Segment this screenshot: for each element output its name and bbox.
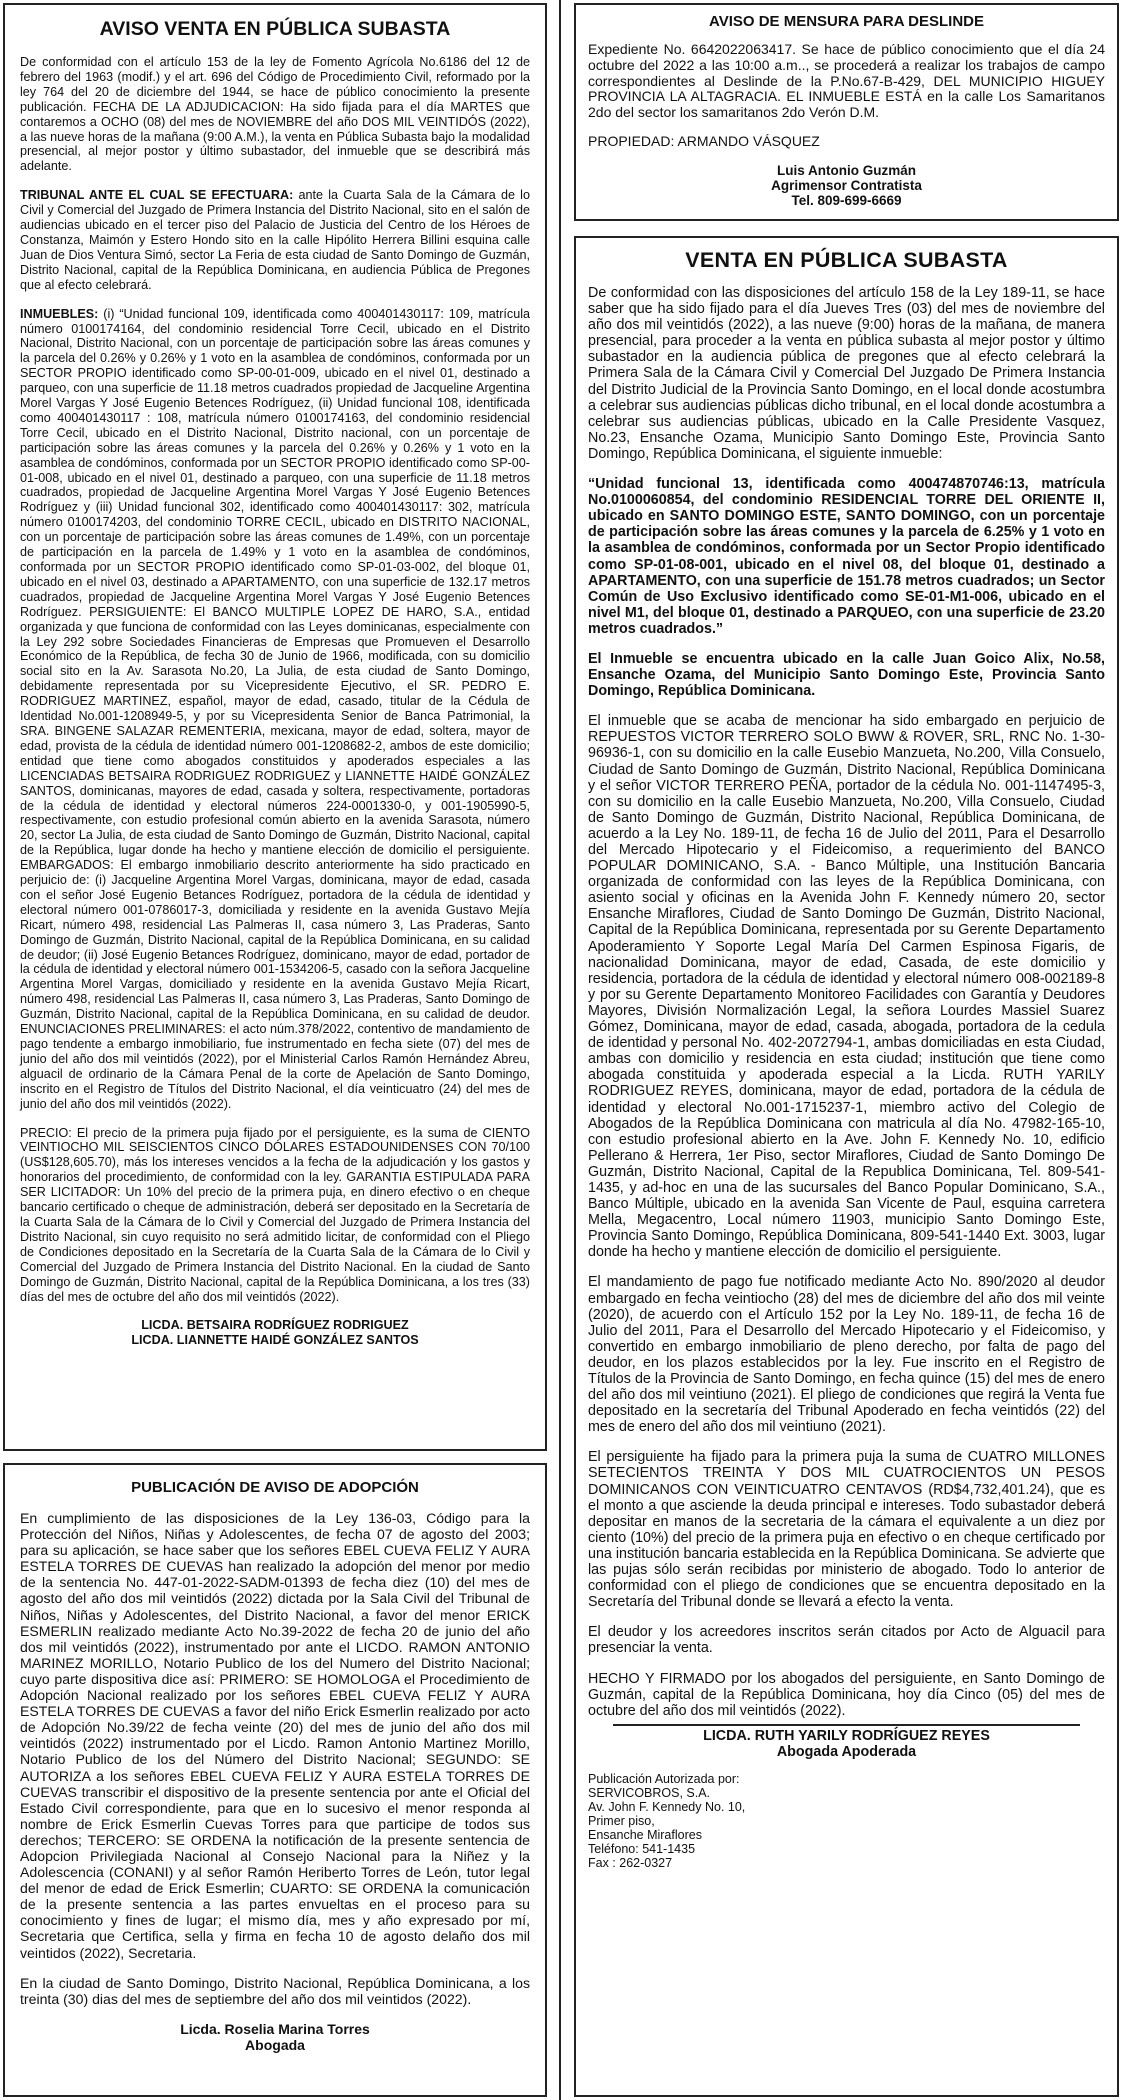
notice-paragraph: El mandamiento de pago fue notificado mediante Acto No. 890/2020 al deudor embargado en fecha veintiocho (28) del mes de diciembre del año dos mil veinte (2020), de acuerdo con el Artículo 152 por la Ley No. 189-11, de fecha 16 de Julio del 2011, Para el Desarrollo del Mercado Hipotecario y el Fideicomiso, y convertido en embargo inmobiliario de pleno derecho, por falta de pago del deudor, en los plazos establecidos por la ley. Fue inscrito en el Registro de Títulos de la Provincia de Santo Domingo, en fecha quince (15) del mes de enero del año dos mil veintiuno (2021). El pliego de condiciones que regirá la Venta fue depositado en la secretaría del Tribunal Apoderado en fecha veintidós (22) del mes de enero del año dos mil veintiuno (2021).: [588, 1274, 1105, 1436]
signature-line: LICDA. BETSAIRA RODRÍGUEZ RODRIGUEZ: [141, 1318, 409, 1333]
signature-line: LICDA. LIANNETTE HAIDÉ GONZÁLEZ SANTOS: [131, 1333, 419, 1348]
signature-name: Luis Antonio Guzmán: [777, 162, 916, 178]
notice-paragraph: De conformidad con las disposiciones del artículo 158 de la Ley 189-11, se hace saber que ha sido fijado para el día Jueves Tres (03) del mes de noviembre del año dos mil veintidós (2022), a las nueve (9:00) horas de la mañana, de manera presencial, para proceder a la venta en pública subasta al mejor postor y último subastador en la audiencia pública de pregones que al efecto celebrará la Primera Sala de la Cámara Civil y Comercial Del Juzgado De Primera Instancia del Distrito Judicial de la Provincia Santo Domingo, en el local donde acostumbra a celebrar sus audiencias públicas dicho tribunal, en el local donde acostumbra a celebrar sus audiencias públicas, ubicado en la Calle Presidente Vasquez, No.23, Ensanche Ozama, Municipio Santo Domingo Este, Provincia Santo Domingo, República Dominicana, el siguiente inmueble:: [588, 285, 1105, 462]
tribunal-text: ante la Cuarta Sala de la Cámara de lo Civil y Comercial del Juzgado de Primera Instancia del Distrito Nacional, sito en el salón de audiencias ubicado en el tercer piso del Palacio de Justicia del Centro de los Héroes de Constanza, Maimón y Estero Hondo sito en la calle Hipólito Herrera Billini esquina calle Juan de Dios Ventura Simó, sector La Feria de esta ciudad de Santo Domingo de Guzmán, Distrito Nacional, capital de la República Dominicana, en audiencia Pública de Pregones que al efecto celebrará.: [20, 188, 530, 292]
notice-paragraph: De conformidad con el artículo 153 de la ley de Fomento Agrícola No.6186 del 12 de febrero del 1963 (modif.) y el art. 696 del Código de Procedimiento Civil, reformado por la ley 764 del 20 de diciembre del 1944, se hace de público conocimiento la presente publicación. FECHA DE LA ADJUDICACION: Ha sido fijada para el día MARTES que contaremos a OCHO (08) del mes de NOVIEMBRE del año DOS MIL VEINTIDÓS (2022), a las nueve horas de la mañana (9:00 A.M.), la venta en Pública Subasta bajo la modalidad presencial, al mejor postor y último subastador, del inmueble que se describirá más adelante.: [20, 55, 530, 174]
notice-title: VENTA EN PÚBLICA SUBASTA: [685, 248, 1008, 272]
publisher-line: Fax : 262-0327: [588, 1855, 673, 1870]
signature-role: Abogada: [245, 2036, 305, 2053]
publisher-line: SERVICOBROS, S.A.: [588, 1785, 711, 1800]
signature-name: Licda. Roselia Marina Torres: [180, 2020, 370, 2037]
notice-adoption: [3, 1463, 547, 2097]
property-location: El Inmueble se encuentra ubicado en la calle Juan Goico Alix, No.58, Ensanche Ozama, del Municipio Santo Domingo Este, Provincia Santo Domingo, República Dominicana.: [588, 650, 1105, 700]
inmuebles-text: (i) “Unidad funcional 109, identificada como 400401430117: 109, matrícula número 0100174164, del condominio residencial Torre Cecil, ubicado en el Distrito Nacional, Distrito Nacional, con un porcentaje de participación sobre las áreas comunes y la parcela del 0.26% y 0.26% y 1 voto en la asamblea de condóminos, conformada por un SECTOR PROPIO identificado como SP-00-01-009, ubicado en el nivel 01, destinado a parqueo, con una superficie de 11.18 metros cuadrados propiedad de Jacqueline Argentina Morel Vargas Y José Eugenio Betences Rodríguez, (ii) Unidad funcional 108, identificada como 400401430117 : 108, matrícula número 0100174163, del condominio residencial Torre Cecil, ubicado en el Distrito Nacional, Distrito nacional, con un porcentaje de participación sobre las áreas comunes y la parcela del 0.26% y 0.26% y 1 voto en la asamblea de condóminos, conformada por un SECTOR PROPIO identificado como SP-00-01-008, ubicado en el nivel 01, destinado a parqueo, con una superficie de 11.18 metros cuadrados, propiedad de Jacqueline Argentina Morel Vargas Y José Eugenio Betences Rodríguez y (iii) Unidad funcional 302, identificado como 400401430117: 302, matrícula número 0100174203, del condominio TORRE CECIL, ubicado en DISTRITO NACIONAL, con un porcentaje de participación sobre las áreas comunes de 1.49%, con un porcentaje de participación en la parcela de 1.49% y 1 voto en la asamblea de condóminos, conformada por un SECTOR PROPIO identificado como SP-01-03-002, del bloque 01, ubicado en el nivel 03, destinado a APARTAMENTO, con una superficie de 132.17 metros cuadrados, propiedad de Jacqueline Argentina Morel Vargas Y José Eugenio Betences Rodríguez. PERSIGUIENTE: El BANCO MULTIPLE LOPEZ DE HARO, S.A., entidad organizada y que funciona de conformidad con las Leyes dominicanas, especialmente con la Ley 292 sobre Sociedades Financieras de Empresas que Promueven el Desarrollo Económico de la República, de fecha 30 de Junio de 1966, modificada, con su domicilio social sito en la Av. Sarasota No.20, La Julia, de esta ciudad de Santo Domingo, debidamente representada por su Vicepresidente Ejecutivo, el SR. PEDRO E. RODRIGUEZ MARTINEZ, español, mayor de edad, casado, titular de la Cédula de Identidad No.001-1208949-5, y por su Vicepresidenta Senior de Banca Patrimonial, la SRA. BINGENE SALAZAR REMENTERIA, mexicana, mayor de edad, soltera, mayor de edad, provista de la cédula de identidad número 001-1208682-2, ambos de este domicilio; entidad que tiene como abogados constituidos y apoderados especiales a las LICENCIADAS BETSAIRA RODRIGUEZ RODRIGUEZ y LIANNETTE HAIDÉ GONZÁLEZ SANTOS, dominicanas, mayores de edad, casada y soltera, respectivamente, portadoras de la cédula de identidad y electoral números 224-0001330-0, y 001-1905990-5, respectivamente, con estudio profesional común abierto en la avenida Sarasota, número 20, sector La Julia, de esta ciudad de Santo Domingo de Guzmán, Distrito Nacional, capital de la República, lugar donde ha hecho y mantiene elección de domicilio el persiguiente. EMBARGADOS: El embargo inmobiliario descrito anteriormente ha sido practicado en perjuicio de: (i) Jacqueline Argentina Morel Vargas, dominicana, mayor de edad, casada con el señor José Eugenio Betances Rodríguez, portadora de la cédula de identidad y electoral número 001-0786017-3, domiciliada y residente en la avenida Gustavo Mejía Ricart, número 498, residencial Las Palmeras II, casa número 3, Las Praderas, Santo Domingo de Guzmán, Distrito Nacional, capital de la República Dominicana, en su calidad de deudor; (ii) José Eugenio Betances Rodríguez, dominicano, mayor de edad, portador de la cédula de identidad y electoral número 001-1534206-5, casado con la señora Jacqueline Argentina Morel Vargas, domiciliado y residente en la avenida Gustavo Mejía Ricart, número 498, residencial Las Palmeras II, casa número 3, Las Praderas, Santo Domingo de Guzmán, Distrito Nacional, capital de la República Dominicana, en su calidad de deudor. ENUNCIACIONES PRELIMINARES: el acto núm.378/2022, contentivo de mandamiento de pago tendente a embargo inmobiliario, fue instrumentado en fecha siete (07) del mes de junio del año dos mil veintidós (2022), por el Ministerial Carlos Ramón Hernández Abreu, alguacil de ordinario de la Cámara Penal de la corte de Apelación de Santo Domingo, inscrito en el Registro de Títulos del Distrito Nacional, el día veinticuatro (24) del mes de junio del año dos mil veintidós (2022).: [20, 306, 530, 1111]
notice-paragraph: PRECIO: El precio de la primera puja fijado por el persiguiente, es la suma de CIENTO VEINTIOCHO MIL SEISCIENTOS CINCO DÓLARES ESTADOUNIDENSES CON 70/100 (US$128,605.70), más los intereses vencidos a la fecha de la adjudicación y los gastos y honorarios del procedimiento, de conformidad con la ley. GARANTIA ESTIPULADA PARA SER LICITADOR: Un 10% del precio de la primera puja, en dinero efectivo o en cheque bancario certificado o cheque de administración, deberá ser depositado en la Secretaría de la Cuarta Sala de la Cámara de lo Civil y Comercial del Juzgado de Primera Instancia del Distrito Nacional, sin cuyo requisito no será admitido licitar, de conformidad con el Pliego de Condiciones depositado en la Secretaría de la Cuarta Sala de la Cámara de lo Civil y Comercial del Juzgado de Primera Instancia del Distrito Nacional. En la ciudad de Santo Domingo de Guzmán, Distrito Nacional, capital de la República Dominicana, a los tres (33) días del mes de octubre del año dos mil veintidós (2022).: [20, 1125, 530, 1304]
notice-paragraph: En cumplimiento de las disposiciones de la Ley 136-03, Código para la Protección del Niños, Niñas y Adolescentes, de fecha 07 de agosto del 2003; para su aplicación, se hace saber que los señores EBEL CUEVA FELIZ Y AURA ESTELA TORRES DE CUEVAS han realizado la adopción del menor por medio de la sentencia No. 447-01-2022-SADM-01393 de fecha diez (10) del mes de agosto del año dos mil veintidós (2022) dictada por la Sala Civil del Tribunal de Niños, Niñas y Adolescentes, del Distrito Nacional, a favor del menor ERICK ESMERLIN realizado mediante Acto No.39-2022 de fecha 20 de junio del año dos mil veintidós (2022), instrumentado por ante el LICDO. RAMON ANTONIO MARINEZ MORILLO, Notario Publico de los del Numero del Distrito Nacional; cuyo parte dispositiva dice así: PRIMERO: SE HOMOLOGA el Procedimiento de Adopción Nacional realizado por los señores EBEL CUEVA FELIZ Y AURA ESTELA TORRES DE CUEVAS a favor del niño Erick Esmerlin realizado por acto de Adopción No.39/22 de fecha veinte (20) del mes de junio del año dos mil veintidós (2022) instrumentado por el Licdo. Ramon Antonio Martinez Morillo, Notario Publico de los del Número del Distrito Nacional; SEGUNDO: SE AUTORIZA a los señores EBEL CUEVA FELIZ Y AURA ESTELA TORRES DE CUEVAS transcribir el dispositivo de la presente sentencia por ante el Oficial del Estado Civil correspondiente, para que en lo sucesivo el menor responda al nombre de Erick Esmerlin Cuevas Torres para que participe de todos sus derechos; TERCERO: SE ORDENA la notificación de la presente sentencia de Adopcion Privilegiada Nacional al Consejo Nacional para la Niñez y la Adolescencia (CONANI) y al señor Ramón Heriberto Torres de León, tutor legal del menor de edad de Erick Esmerlin; CUARTO: SE ORDENA la comunicación de la presente sentencia a las partes envueltas en el proceso para su conocimiento y fines de lugar; el mismo día, mes y año expresado por mí, Secretaria que Certifica, sella y firma en fecha 10 de agosto delaño dos mil veintidos (2022), Secretaria.: [20, 1510, 530, 1961]
notice-paragraph: El persiguiente ha fijado para la primera puja la suma de CUATRO MILLONES SETECIENTOS TREINTA Y DOS MIL CUATROCIENTOS UN PESOS DOMINICANOS CON VEINTICUATRO CENTAVOS (RD$4,732,401.24), que es el monto a que asciende la deuda principal e intereses. Todo subastador deberá depositar en manos de la secretaria de la cámara el equivalente a un diez por ciento (10%) del precio de la primera puja en efectivo o en cheque certificado por una institución bancaria establecida en la República Dominicana. Se advierte que las pujas sólo serán recibidas por ministerio de abogado. Todo lo anterior de conformidad con el pliego de condiciones que se encuentra depositado en la Secretaría del Tribunal donde se llevará a efecto la venta.: [588, 1449, 1105, 1611]
notice-paragraph: Expediente No. 6642022063417. Se hace de público conocimiento que el día 24 octubre del 2022 a las 10:00 a.m.., se procederá a realizar los trabajos de campo correspondientes al Deslinde de la P.No.67-B-429, DEL MUNICIPIO HIGUEY PROVINCIA LA ALTAGRACIA. EL INMUEBLE ESTÁ en la calle Los Samaritanos 2do del sector los samaritanos 2do Verón D.M.: [588, 41, 1105, 121]
signature-role: Agrimensor Contratista: [771, 177, 922, 193]
owner-line: PROPIEDAD: ARMANDO VÁSQUEZ: [588, 132, 820, 149]
publisher-line: Av. John F. Kennedy No. 10,: [588, 1799, 746, 1814]
signature-phone: Tel. 809-699-6669: [791, 192, 902, 208]
tribunal-label: TRIBUNAL ANTE EL CUAL SE EFECTUARA:: [20, 188, 294, 203]
notice-paragraph: [20, 307, 530, 1112]
publisher-line: Publicación Autorizada por:: [588, 1771, 740, 1786]
notice-paragraph: El deudor y los acreedores inscritos serán citados por Acto de Alguacil para presenciar la venta.: [588, 1624, 1105, 1657]
notice-public-auction-2: [574, 236, 1119, 2097]
inmuebles-label: INMUEBLES:: [20, 306, 99, 321]
notice-paragraph: HECHO Y FIRMADO por los abogados del persiguiente, en Santo Domingo de Guzmán, capital de la República Dominicana, hoy día Cinco (05) del mes de octubre del año dos mil veintidós (2022).: [588, 1670, 1105, 1719]
publisher-line: Ensanche Miraflores: [588, 1827, 702, 1842]
column-separator: [559, 0, 561, 2100]
signature-name: LICDA. RUTH YARILY RODRÍGUEZ REYES: [703, 1727, 990, 1744]
publisher-line: Teléfono: 541-1435: [588, 1841, 696, 1856]
property-description: “Unidad funcional 13, identificada como 400474870746:13, matrícula No.0100060854, del condominio RESIDENCIAL TORRE DEL ORIENTE II, ubicado en SANTO DOMINGO ESTE, SANTO DOMINGO, con un porcentaje de participación sobre las áreas comunes y la parcela de 6.25% y 1 voto en la asamblea de condóminos, conformada por un Sector Propio identificado como SP-01-08-001, ubicado en el nivel 08, del bloque 01, destinado a APARTAMENTO, con una superficie de 151.78 metros cuadrados; un Sector Común de Uso Exclusivo identificado como SE-01-M1-006, ubicado en el nivel M1, del bloque 01, destinado a PARQUEO, con una superficie de 23.20 metros cuadrados.”: [588, 476, 1105, 637]
notice-paragraph: El inmueble que se acaba de mencionar ha sido embargado en perjuicio de REPUESTOS VICTOR TERRERO SOLO BWW & ROVER, SRL, RNC No. 1-30-96936-1, con su domicilio en la calle Eusebio Manzueta, No.200, Villa Consuelo, Ciudad de Santo Domingo de Guzmán, Distrito Nacional, República Dominicana y el señor VICTOR TERRERO PEÑA, portador de la cédula No. 001-1147495-3, con su domicilio en la calle Eusebio Manzueta, No.200, Villa Consuelo, Ciudad de Santo Domingo de Guzmán, Distrito Nacional, República Dominicana, de acuerdo a la Ley No. 189-11, de fecha 16 de Julio del 2011, Para el Desarrollo del Mercado Hipotecario y el Fideicomiso, a requerimiento del BANCO POPULAR DOMINICANO, S.A. - Banco Múltiple, una Institución Bancaria organizada de conformidad con las leyes de la República Dominicana, con asiento social y oficinas en la Avenida John F. Kennedy número 20, sector Ensanche Miraflores, Ciudad de Santo Domingo De Guzmán, Distrito Nacional, Capital de la República Dominicana, representada por su Gerente Departamento Apoderamiento Y Soporte Legal María Del Carmen Espinosa Figaris, de nacionalidad Dominicana, mayor de edad, Casada, de este domicilio y residencia, portadora de la cédula de identidad y electoral número 008-002189-8 y por su Gerente Departamento Monitoreo Facilidades con Garantía y Deudores Mayores, División Normalización Legal, la señora Lourdes Massiel Suarez Gómez, Dominicana, mayor de edad, casada, abogada, portadora de la cedula de identidad y personal No. 402-2072794-1, ambas domiciliadas en esta Ciudad, ambas con domicilio y residencia en esta ciudad; institución que tiene como abogada constituida y apoderada especial a la Licda. RUTH YARILY RODRIGUEZ REYES, dominicana, mayor de edad, portadora de la cédula de identidad y electoral No.001-1715237-1, miembro activo del Colegio de Abogados de la República Dominicana con matricula al día No. 47982-165-10, con estudio profesional abierto en la Ave. John F. Kennedy No. 10, edificio Pellerano & Herrera, 1er Piso, sector Miraflores, Ciudad de Santo Domingo De Guzmán, Distrito Nacional, Capital de la Republica Dominicana, Tel. 809-541-1435, y ad-hoc en una de las sucursales del Banco Popular Dominicano, S.A., Banco Múltiple, ubicado en la avenida San Vicente de Paul, esquina carretera Mella, Megacentro, Local número 11903, municipio Santo Domingo Este, Provincia Santo Domingo, República Dominicana, 809-541-1440 Ext. 3003, lugar donde ha hecho y mantiene elección de domicilio el persiguiente.: [588, 713, 1105, 1261]
signature-rule: [613, 1724, 1080, 1726]
notice-title: AVISO DE MENSURA PARA DESLINDE: [708, 13, 985, 30]
notice-paragraph: En la ciudad de Santo Domingo, Distrito Nacional, República Dominicana, a los treinta (30) dias del mes de septiembre del año dos mil veintidos (2022).: [20, 1974, 530, 2007]
notice-survey-boundary: [574, 3, 1119, 221]
notice-title: AVISO VENTA EN PÚBLICA SUBASTA: [99, 18, 451, 40]
signature-role: Abogada Apoderada: [776, 1743, 917, 1760]
publisher-line: Primer piso,: [588, 1813, 655, 1828]
notice-public-auction-1: [3, 3, 547, 1451]
notice-paragraph: [20, 188, 530, 292]
notice-title: PUBLICACIÓN DE AVISO DE ADOPCIÓN: [131, 1479, 419, 1496]
